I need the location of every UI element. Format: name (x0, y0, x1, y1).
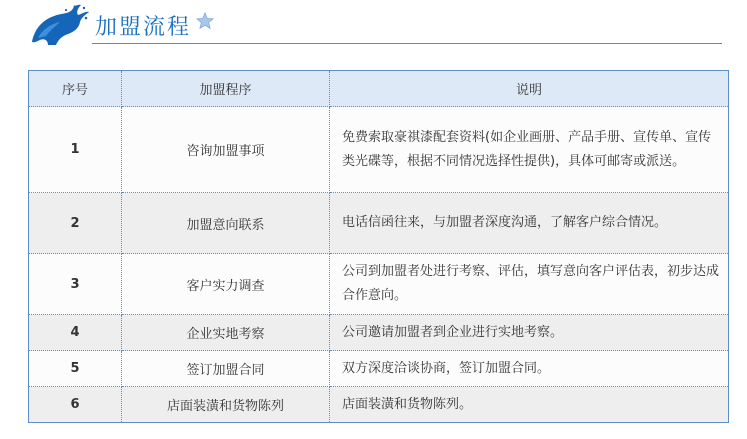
table-row (29, 107, 729, 193)
table-header-row (29, 71, 729, 107)
row-number: 6 (29, 387, 122, 423)
row-procedure: 客户实力调查 (122, 254, 330, 315)
row-number: 1 (29, 107, 122, 193)
splash-logo-icon (28, 2, 90, 46)
row-description: 电话信函往来，与加盟者深度沟通，了解客户综合情况。 (330, 193, 729, 254)
row-description: 公司邀请加盟者到企业进行实地考察。 (330, 315, 729, 351)
process-table (28, 70, 729, 423)
row-description: 公司到加盟者处进行考察、评估，填写意向客户评估表，初步达成合作意向。 (330, 254, 729, 315)
table-row (29, 387, 729, 423)
row-number: 3 (29, 254, 122, 315)
page-title: 加盟流程 (95, 15, 192, 40)
row-procedure: 咨询加盟事项 (122, 107, 330, 193)
row-number: 5 (29, 351, 122, 387)
row-procedure: 签订加盟合同 (122, 351, 330, 387)
row-description: 双方深度洽谈协商，签订加盟合同。 (330, 351, 729, 387)
page-header (0, 0, 747, 50)
column-header-number: 序号 (29, 71, 122, 107)
header-divider (92, 43, 722, 44)
row-procedure: 加盟意向联系 (122, 193, 330, 254)
row-number: 4 (29, 315, 122, 351)
row-procedure: 店面装潢和货物陈列 (122, 387, 330, 423)
table-row (29, 351, 729, 387)
star-icon (196, 12, 214, 30)
column-header-procedure: 加盟程序 (122, 71, 330, 107)
row-description: 店面装潢和货物陈列。 (330, 387, 729, 423)
table-row (29, 193, 729, 254)
row-number: 2 (29, 193, 122, 254)
column-header-description: 说明 (330, 71, 729, 107)
table-row (29, 254, 729, 315)
row-description: 免费索取豪祺漆配套资料(如企业画册、产品手册、宣传单、宣传类光碟等，根据不同情况选择性提供)，具体可邮寄或派送。 (330, 107, 729, 193)
table-row (29, 315, 729, 351)
row-procedure: 企业实地考察 (122, 315, 330, 351)
